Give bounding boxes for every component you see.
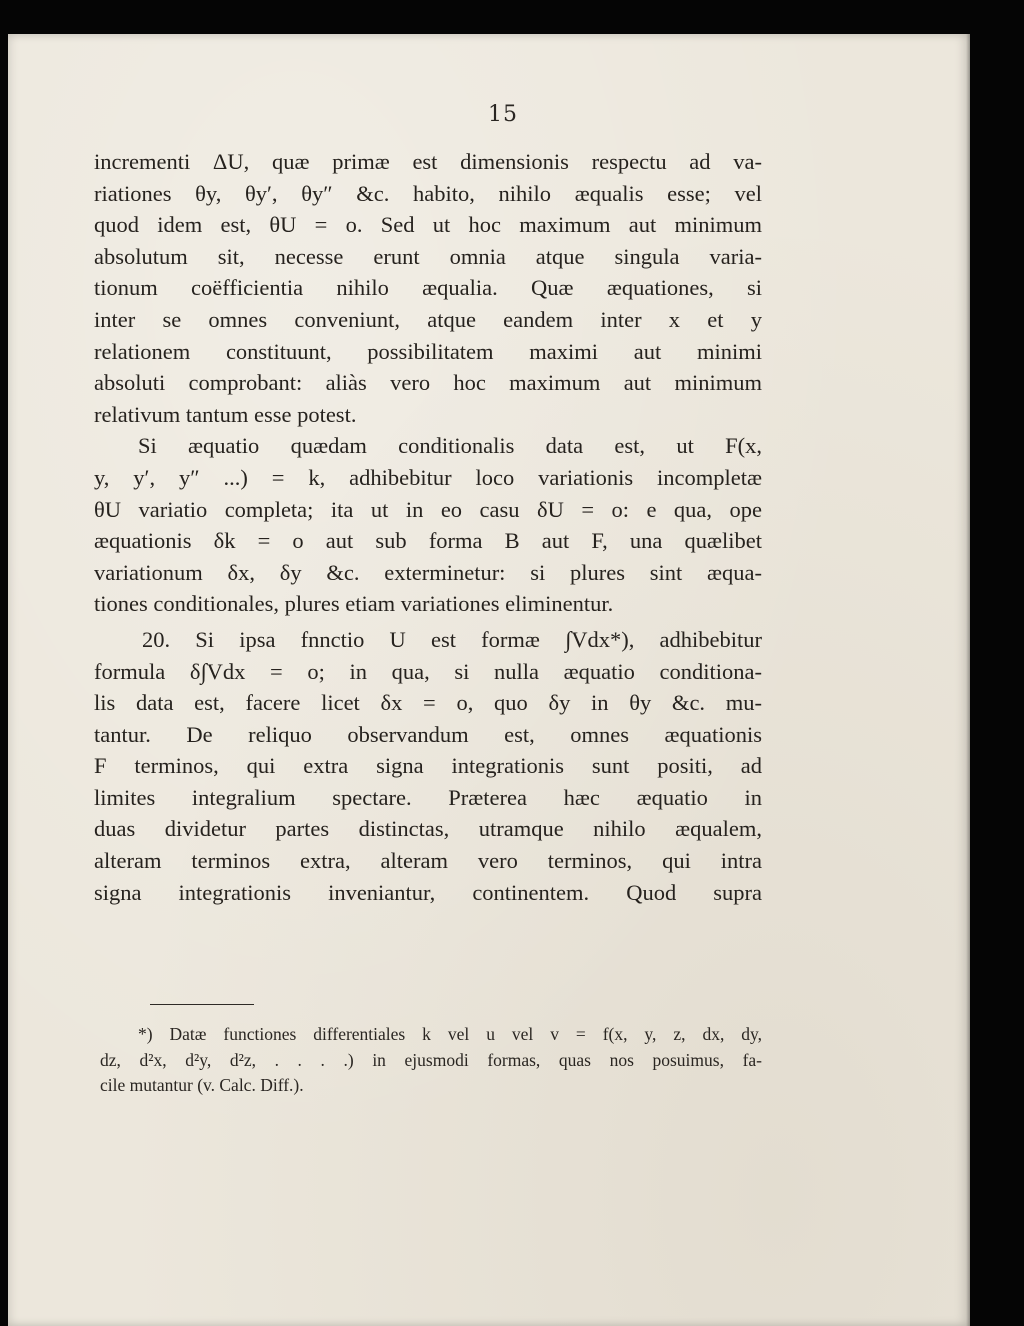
body-line-7: relationem constituunt, possibilitatem maximi aut minimi — [94, 338, 762, 364]
body-text — [94, 146, 762, 908]
body-line-17: formula δ∫Vdx = o; in qua, si nulla æquatio conditiona- — [94, 658, 762, 684]
body-line-22: duas dividetur partes distinctas, utramque nihilo æqualem, — [94, 816, 762, 842]
body-line-21: limites integralium spectare. Præterea hæc æquatio in — [94, 784, 762, 810]
body-line-3: quod idem est, θU = o. Sed ut hoc maximum aut minimum — [94, 212, 762, 238]
body-line-11: y, y′, y″ ...) = k, adhibebitur loco variationis incompletæ — [94, 464, 762, 490]
body-line-19: tantur. De reliquo observandum est, omnes æquationis — [94, 721, 762, 747]
page-edge-shadow — [966, 34, 970, 1326]
body-line-13: æquationis δk = o aut sub forma B aut F, una quælibet — [94, 528, 762, 554]
body-line-16: 20. Si ipsa fnnctio U est formæ ∫Vdx*), adhibebitur — [142, 626, 762, 652]
body-line-24: signa integrationis inveniantur, continentem. Quod supra — [94, 879, 762, 905]
book-page — [8, 34, 970, 1326]
body-line-5: tionum coëfficientia nihilo æqualia. Quæ æquationes, si — [94, 275, 762, 301]
footnote-line-1: *) Datæ functiones differentiales k vel u vel v = f(x, y, z, dx, dy, — [138, 1024, 762, 1044]
body-line-12: θU variatio completa; ita ut in eo casu δU = o: e qua, ope — [94, 496, 762, 522]
footnote-rule — [150, 1004, 254, 1005]
body-line-1: incrementi ΔU, quæ primæ est dimensionis respectu ad va- — [94, 149, 762, 174]
body-line-6: inter se omnes conveniunt, atque eandem inter x et y — [94, 306, 762, 332]
body-line-8: absoluti comprobant: aliàs vero hoc maximum aut minimum — [94, 370, 762, 396]
body-line-23: alteram terminos extra, alteram vero terminos, qui intra — [94, 848, 762, 874]
footnote — [100, 1022, 762, 1099]
footnote-line-2: dz, d²x, d²y, d²z, . . . .) in ejusmodi formas, quas nos posuimus, fa- — [100, 1049, 762, 1070]
body-line-18: lis data est, facere licet δx = o, quo δy in θy &c. mu- — [94, 690, 762, 716]
body-line-9: relativum tantum esse potest. — [94, 401, 357, 427]
body-line-4: absolutum sit, necesse erunt omnia atque singula varia- — [94, 243, 762, 269]
body-line-20: F terminos, qui extra signa integrationis sunt positi, ad — [94, 753, 762, 779]
body-line-14: variationum δx, δy &c. exterminetur: si plures sint æqua- — [94, 559, 762, 585]
page-number: 15 — [488, 102, 518, 127]
body-line-10: Si æquatio quædam conditionalis data est, ut F(x, — [138, 433, 762, 459]
footnote-line-3: cile mutantur (v. Calc. Diff.). — [100, 1075, 304, 1095]
body-line-2: riationes θy, θy′, θy″ &c. habito, nihilo æqualis esse; vel — [94, 180, 762, 206]
body-line-15: tiones conditionales, plures etiam variationes eliminentur. — [94, 591, 614, 617]
